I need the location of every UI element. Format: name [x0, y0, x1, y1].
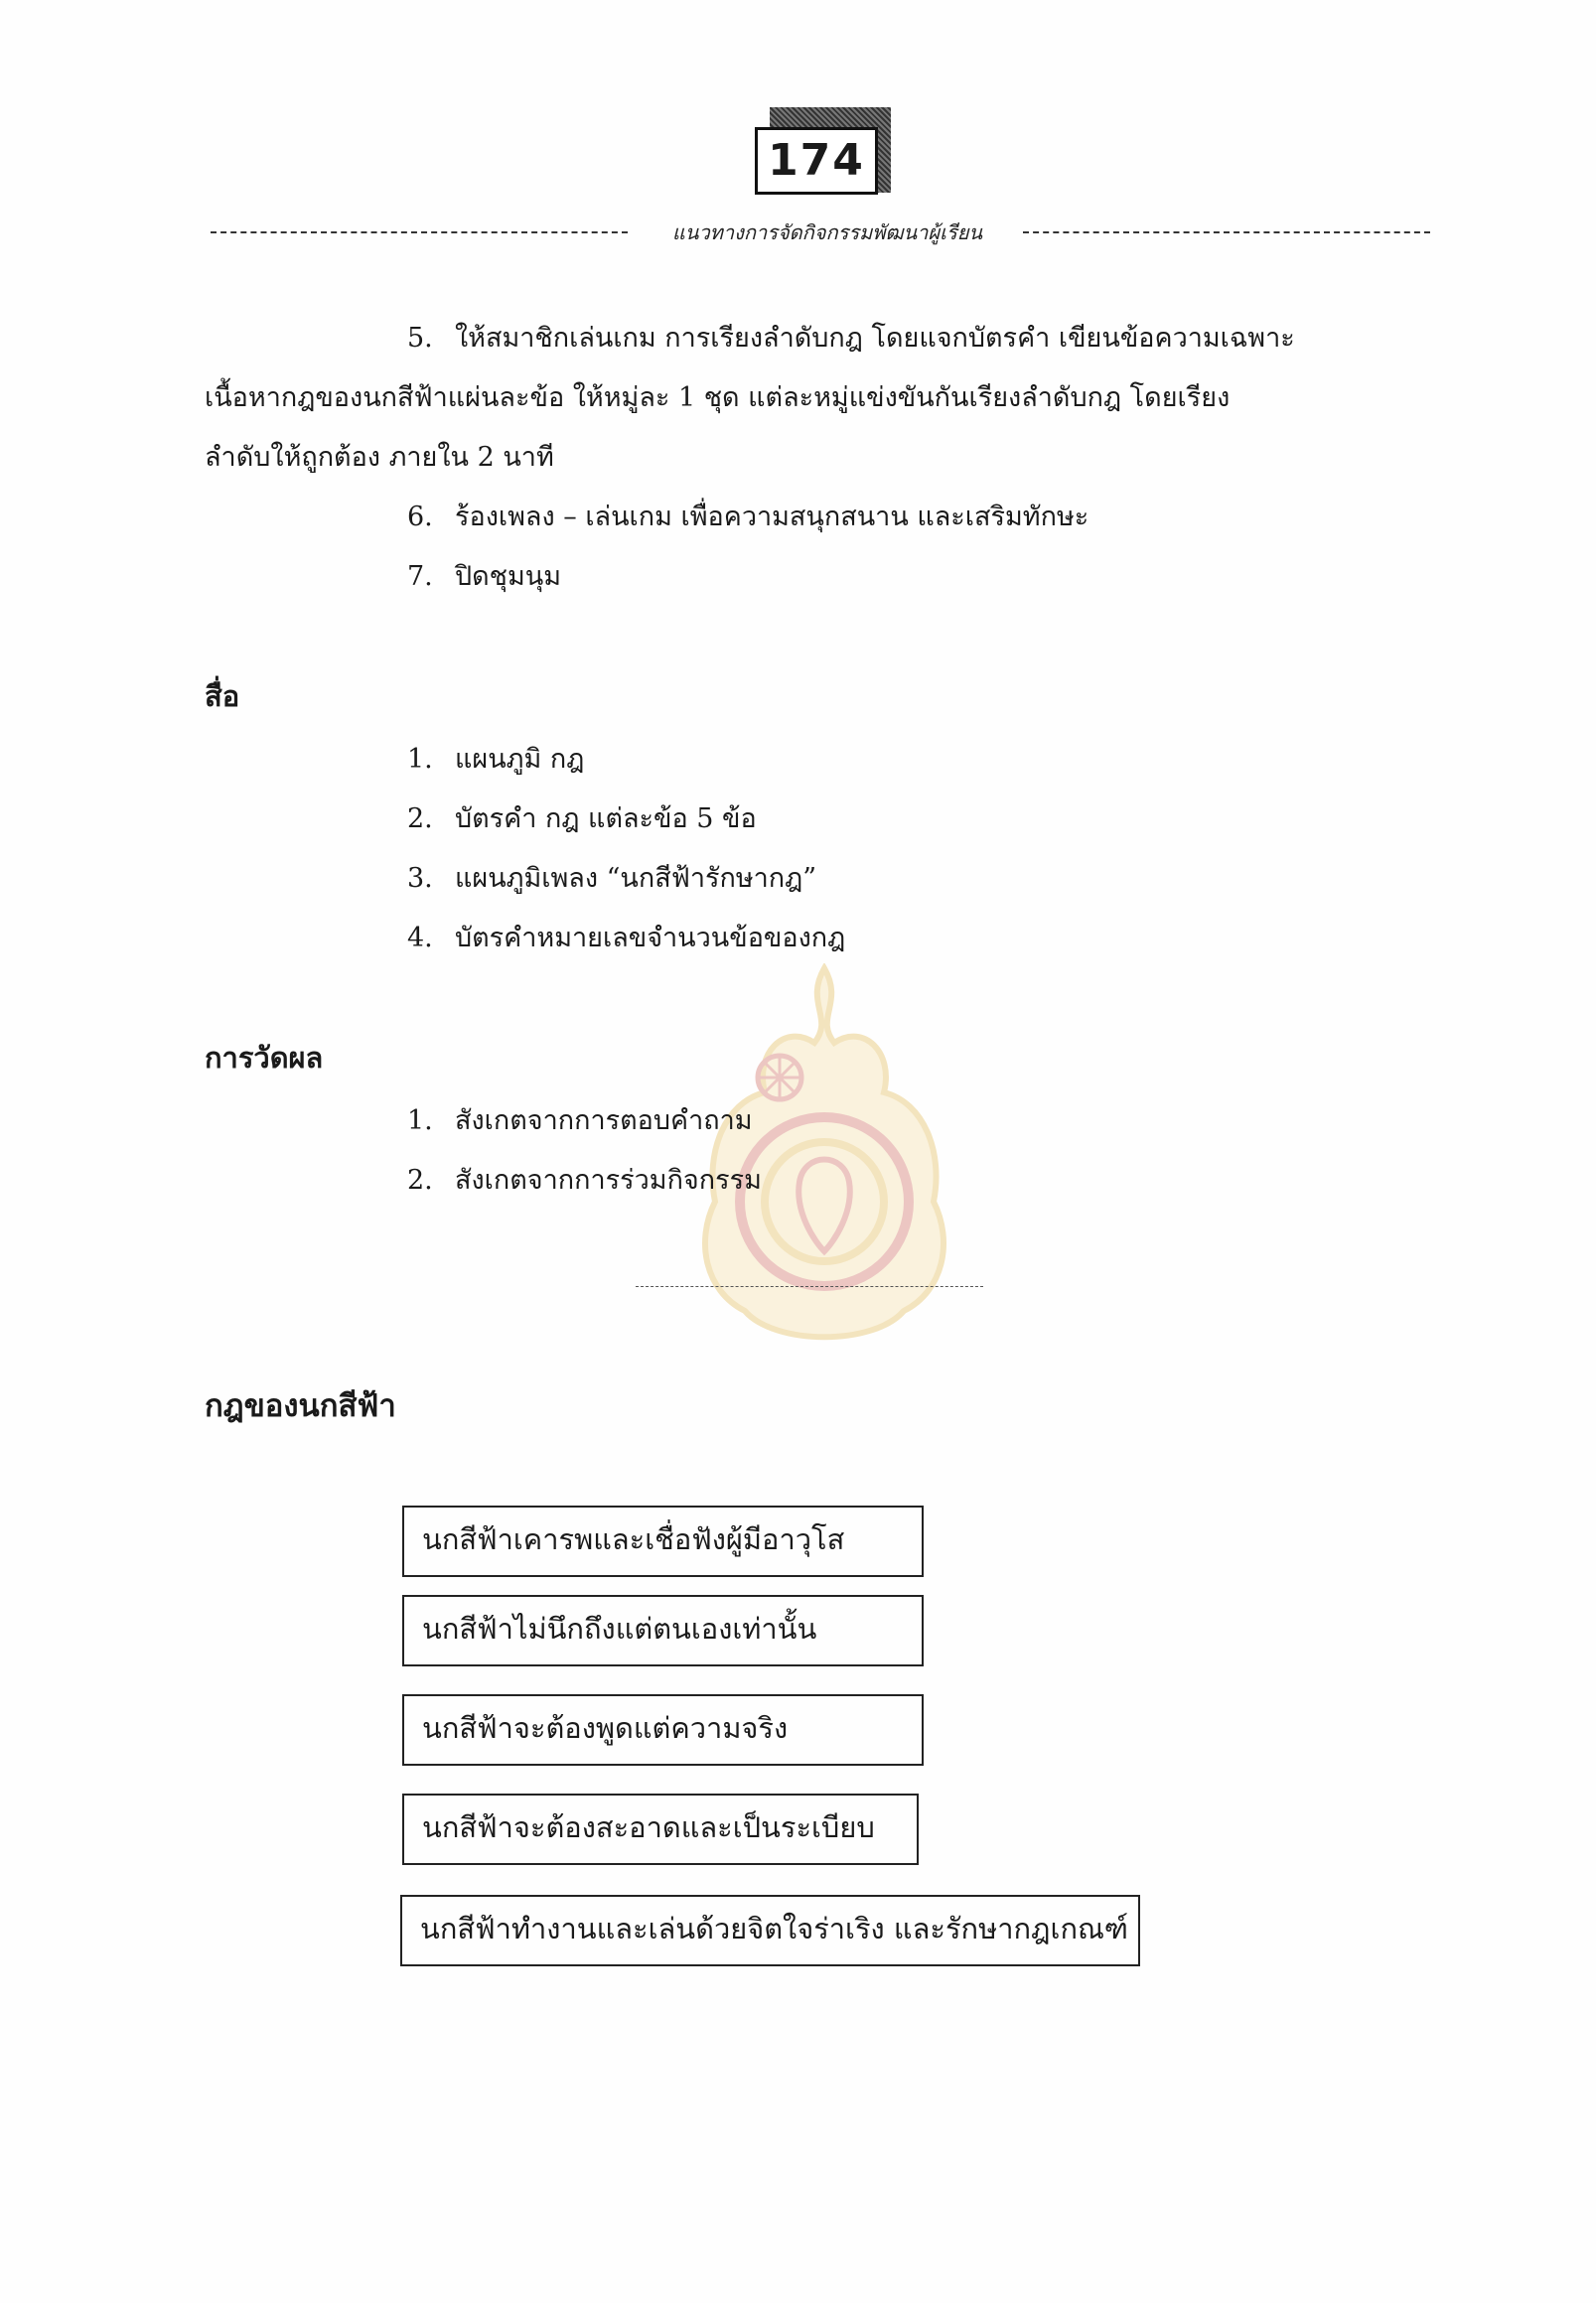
- running-title: แนวทางการจัดกิจกรรมพัฒนาผู้เรียน: [671, 220, 983, 244]
- media-item-number: 4.: [407, 923, 433, 953]
- media-item-text: แผนภูมิ กฎ: [455, 744, 585, 775]
- step-5-line-1: [407, 316, 1295, 359]
- media-item-number: 2.: [407, 803, 433, 834]
- rule-card: นกสีฟ้าจะต้องสะอาดและเป็นระเบียบ: [402, 1794, 919, 1865]
- rule-card: นกสีฟ้าไม่นึกถึงแต่ตนเองเท่านั้น: [402, 1595, 924, 1666]
- media-item: [407, 737, 584, 780]
- section-end-divider: [636, 1286, 983, 1287]
- media-item-text: บัตรคำหมายเลขจำนวนข้อของกฎ: [455, 923, 846, 953]
- step-5-text-1: ให้สมาชิกเล่นเกม การเรียงลำดับกฎ โดยแจกบัตรคำ เขียนข้อความเฉพาะ: [455, 323, 1295, 354]
- evaluation-item-number: 2.: [407, 1165, 433, 1196]
- header-divider-right: [1023, 231, 1430, 233]
- media-item-number: 1.: [407, 744, 433, 775]
- step-7-number: 7.: [407, 561, 433, 592]
- step-7: [407, 554, 561, 597]
- media-item: [407, 796, 757, 839]
- media-heading: สื่อ: [205, 679, 240, 713]
- rules-heading: กฎของนกสีฟ้า: [205, 1388, 396, 1424]
- step-6-number: 6.: [407, 502, 433, 532]
- rule-card: นกสีฟ้าจะต้องพูดแต่ความจริง: [402, 1694, 924, 1766]
- step-6-text: ร้องเพลง – เล่นเกม เพื่อความสนุกสนาน และเสริมทักษะ: [455, 502, 1089, 532]
- evaluation-item: [407, 1158, 762, 1201]
- evaluation-item-text: สังเกตจากการตอบคำถาม: [455, 1105, 753, 1136]
- evaluation-heading: การวัดผล: [205, 1041, 324, 1075]
- media-item-text: บัตรคำ กฎ แต่ละข้อ 5 ข้อ: [455, 803, 757, 834]
- evaluation-item-number: 1.: [407, 1105, 433, 1136]
- step-5-line-2: เนื้อหากฎของนกสีฟ้าแผ่นละข้อ ให้หมู่ละ 1 ชุด แต่ละหมู่แข่งขันกันเรียงลำดับกฎ โดยเรียง: [205, 382, 1231, 413]
- media-item-number: 3.: [407, 863, 433, 894]
- evaluation-item-text: สังเกตจากการร่วมกิจกรรม: [455, 1165, 762, 1196]
- header-divider-left: [211, 231, 628, 233]
- step-6: [407, 495, 1088, 537]
- step-5-number: 5.: [407, 323, 433, 354]
- rule-card: นกสีฟ้าเคารพและเชื่อฟังผู้มีอาวุโส: [402, 1506, 924, 1577]
- step-7-text: ปิดชุมนุม: [455, 561, 562, 592]
- media-item-text: แผนภูมิเพลง “นกสีฟ้ารักษากฎ”: [455, 863, 817, 894]
- media-item: [407, 916, 845, 958]
- media-item: [407, 856, 816, 899]
- emblem-watermark: [685, 963, 963, 1351]
- evaluation-item: [407, 1098, 753, 1141]
- step-5-line-3: ลำดับให้ถูกต้อง ภายใน 2 นาที: [205, 442, 554, 473]
- rule-card: นกสีฟ้าทำงานและเล่นด้วยจิตใจร่าเริง และรักษากฎเกณฑ์: [400, 1895, 1140, 1966]
- page-number: 174: [755, 127, 878, 195]
